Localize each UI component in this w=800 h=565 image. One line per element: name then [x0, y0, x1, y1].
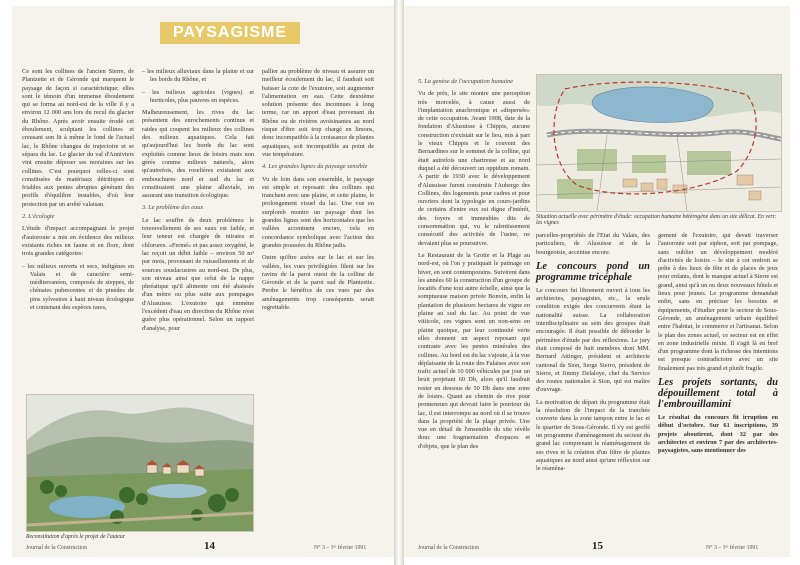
- page-number: 14: [204, 540, 215, 552]
- footer-issue: N° 3 – 1ᵉʳ février 1991: [706, 545, 759, 551]
- footer-journal-name: Journal de la Construction: [26, 545, 88, 551]
- subsection-title: 5. La genèse de l'occupation humaine: [418, 78, 514, 85]
- right-page: [404, 6, 790, 557]
- landscape-watercolor-illustration: [26, 394, 254, 532]
- left-column-2: [142, 68, 254, 337]
- subsection-title: 4. Les grandes lignes du paysage sensible: [262, 163, 368, 171]
- right-column-3: [658, 232, 778, 460]
- subsection-title: 2. L'écologie: [22, 213, 55, 221]
- paragraph: Vu de loin dans son ensemble, le paysage est simple et reposant: des collines qui tranchent avec une plaine, et cette plaine, le prolongement visuel du lac. Une vue en surplomb montre un paysage dont les grandes lignes sont des horizontales que les vallées accentuent encore, cela en concordance symbolique avec l'action des grandes poussées du Rhône jadis.: [262, 175, 374, 249]
- paragraph: pallier au problème de niveau et assurer un meilleur écoulement du lac, il faudrait soit baisser la cote de l'exutoire, soit augmenter l'alimentation en eau. Cette deuxième solution présente des inconnues à long terme, car un apport d'eau provenant du Rhône ou de rivières avoisinantes au nord risque d'être soit trop chargé en limons, donc incompatible à la croissance de plantes aquatiques, soit incompatible au point de vue température.: [262, 68, 374, 158]
- paragraph: La motivation de départ du programme était la résolution de l'impact de la tranchée couverte dans la zone tampon entre le lac et le quartier de Sous-Géronde. Il s'y est greffé un programme d'aménagement du secteur du grand lac comprenant le réaménagement de ses rives et la création d'un filtre de plantes aquatiques au nord ainsi qu'une réflexion sur le réaména-: [536, 398, 650, 473]
- section-heading: Le concours pond un programme tricéphale: [536, 260, 650, 283]
- illustration-caption: Reconstitution d'après le projet de l'auteur: [26, 534, 126, 540]
- right-column-2: [536, 232, 650, 477]
- paragraph: Le lac souffre de deux problèmes: le renouvellement de ses eaux est faible, et leur teneur est chargée de nitrates et chlorures. «Fermé» et pas assez oxygéné, le lac reçoit un débit faible – environ 50 m³ par mois, provenant de ruissellements et de sources souslacustres au nord-est. De plus, son niveau ainsi que celui de la nappe phréatique qu'il alimente ont été abaissés d'un mètre ou plus suite aux pompages d'Alusuisse. L'exutoire qui emmène l'excédent d'eau en direction du Rhône n'est guère plus opérationnel. Selon un rapport d'analyse, pour: [142, 216, 254, 332]
- site-map-illustration: [536, 74, 782, 212]
- paragraph: Le Restaurant de la Grotte et la Plage au nord-est, où l'on y pratiquait le patinage en hiver, en sont contemporains. Suivirent dans les années 60 la construction d'un groupe de locatifs d'une tout autre échelle, ainsi que la somptueuse maison privée Bonvin, enfin la plantation de plusieurs hectares de vigne en plaine au sud du lac. Au point de vue vitiicole, ces vignes sont un non-sens en plaine quoique, par leur continuité verte elles donnent un aspect reposant qui contraste avec les pentes minérales des collines. Au bord est du lac s'ajoute, à la vue déplaisante de la route des Falaises avec son trafic actuel de 10 000 véhicules par jour un bruit projetant 60 Db, alors qu'il faudrait rester en dessous de 50 Db dans une zone de loisirs. Quant au chemin de rive pour promeneurs qui devrait faire le pourtour du lac, il est interrompu au nord où il se trouve dans la propriété de la plage privée. Une vue en détail de l'ensemble du site révèle donc une fragmentation d'espaces et d'objets, que le plan des: [418, 251, 530, 450]
- paragraph: parcelles-propriétés de l'Etat du Valais, des particuliers, de Alusuisse et de la bourgeoisie, accentue encore.: [536, 232, 650, 256]
- paragraph: Outre qu'être axées sur le lac et sur les vallées, les vues privilégiées filent sur les ravins de la paroi ouest de la colline de Géronde et de la paroi sud de Plantzette. Perdre le bénéfice de ces vues par des aménagements trop conséquents serait regrettable.: [262, 254, 374, 312]
- left-column-1: [22, 68, 134, 316]
- footer-journal-name: Journal de la Construction: [418, 545, 480, 551]
- paragraph: Le concours fut librement ouvert à tous les architectes, paysagistes, etc., la seule condition exigée des concurrents étant la nationalité suisse. La collaboration interdisciplinaire au sein des groupes était encouragée. Il était possible de déborder le périmètre d'étude par des réflexions. Le jury était composé de huit membres dont MM. Bernard Attinger, président et architecte cantonal de Sion, Serge Sierro, président de Sierre, et Jimmy Delaloye, chef du Service des routes nationales à Sion, qui est maître d'ouvrage.: [536, 286, 650, 394]
- section-heading: Les projets sortants, du dépouillement total à l'embrouillamini: [658, 377, 778, 411]
- spine-gutter: [394, 0, 404, 565]
- bullet-item: – les milieux agricoles (vignes) et horticoles, plus pauvres en espèces.: [142, 88, 254, 104]
- paragraph: L'étude d'impact accompagnant le projet d'autoroute a mis en évidence des milieux existants riches en faune et en flore, dont trois grandes catégories:: [22, 225, 134, 258]
- bullet-item: – les milieux alluviaux dans la plaine et sur les bords du Rhône, et: [142, 68, 254, 84]
- right-column-1: [418, 78, 530, 455]
- section-banner: PAYSAGISME: [160, 22, 300, 44]
- paragraph: Malheureusement, les rives du lac présentent des enrochements continus et raides qui coupent les milieux des collines des milieux aquatiques. Cela fait qu'aujourd'hui les bords du lac sont exploités comme lieux de loisirs mais non gérés comme milieux naturels, alors qu'autrefois, des roselières existaient aux embouchures nord et sud du lac et constituaient une plaine alluviale, en assurant une transition écologique.: [142, 109, 254, 200]
- page-number: 15: [592, 540, 603, 552]
- paragraph: Le résultat du concours fit irruption en début d'octobre. Sur 61 inscriptions, 39 projets aboutirent, dont 32 par des architectes et environ 7 par des architectes-paysagistes, sans mentionner des: [658, 414, 778, 455]
- left-page: [12, 6, 395, 557]
- paragraph: gement de l'exutoire, qui devait traverser l'autoroute soit par siphon, soit par pompage, sans oublier un développement modéré d'activités de loisirs – le site à cet endroit se prête à des lieux de fête et de places de jeux pour enfants, dont le manque actuel à Sierre est grand, ainsi qu'à un ou deux nouveaux hôtels et lieux pour jeunes. Le programme demandait enfin, sans en préciser les besoins et équipements, d'étudier pour le secteur de Sous-Géronde, un aménagement urbain équilibré entre l'habitat, le commerce et l'artisanat. Selon le plan des zones actuel, ce secteur est en effet en zone industrielle mixte. Il s'agit là en bref d'un programme dont la richesse des intentions est presque contradictoire avec un site finalement pas très grand et plutôt fragile.: [658, 232, 778, 372]
- paragraph: Vu de près, le site montre une perception très morcelée, à cause aussi de l'implantation anachronique et «dispersée» de cette occupation. Avant 1908, date de la fondation d'Alusuisse à Chippis, aucune construction n'existait sur le lieu, mis à part le vieux Chippis et le couvent des Bernardines sur le sommet de la colline, qui était autrefois une chartreuse et au nord duquel a été découvert un oppidum romain. A partir de 1930 avec le développement d'Alusuisse furent construits l'Auberge des Collines, des logements pour cadres et pour ouvriers dont la typologie en cours-jardins de certains d'entre eux est digne d'intérêt, des foyers et immeubles dits de consommation qui, vu le ralentissement consécutif des activités de l'usine, ne devaient plus se poursuivre.: [418, 90, 530, 247]
- paragraph: Ce sont les collines de l'ancien Sierre, de Plantzette et de Géronde qui marquent le paysage de façon si caractéristique; elles sont le témoin d'un immense éboulement qui se forma au nord-est de la ville il y a environ 12 000 ans lors du recul du glacier du Rhône. Après avoir ensuite érodé cet éboulement, sculptant les collines et creusant son lit à même le fond de l'actuel lac, le Rhône changea de trajectoire et se sépara du lac. Le glacier du val d'Anniviers vint ensuite déposer ses moraines sur les collines. C'est pourquoi celles-ci sont constituées de matériaux détritiques et friables aux pentes abruptes générant des profils d'équilibre instables, d'où leur protection par un arrêté valaisan.: [22, 68, 134, 208]
- left-column-3: [262, 68, 374, 316]
- map-caption: Situation actuelle avec périmètre d'étude: occupation humaine hétérogène dans un site délicat. En vert: les vignes: [536, 214, 777, 226]
- footer-issue: N° 3 – 1ᵉʳ février 1991: [314, 545, 367, 551]
- bullet-item: – les milieux ouverts et secs, indigènes en Valais et de caractère semi-méditerranéen, composés de steppes, de chênaies pubescentes et de pinèdes de pins sylvestres à haut niveau écologique et contenant des espèces rares,: [22, 262, 134, 312]
- subsection-title: 3. Le problème des eaux: [142, 204, 204, 212]
